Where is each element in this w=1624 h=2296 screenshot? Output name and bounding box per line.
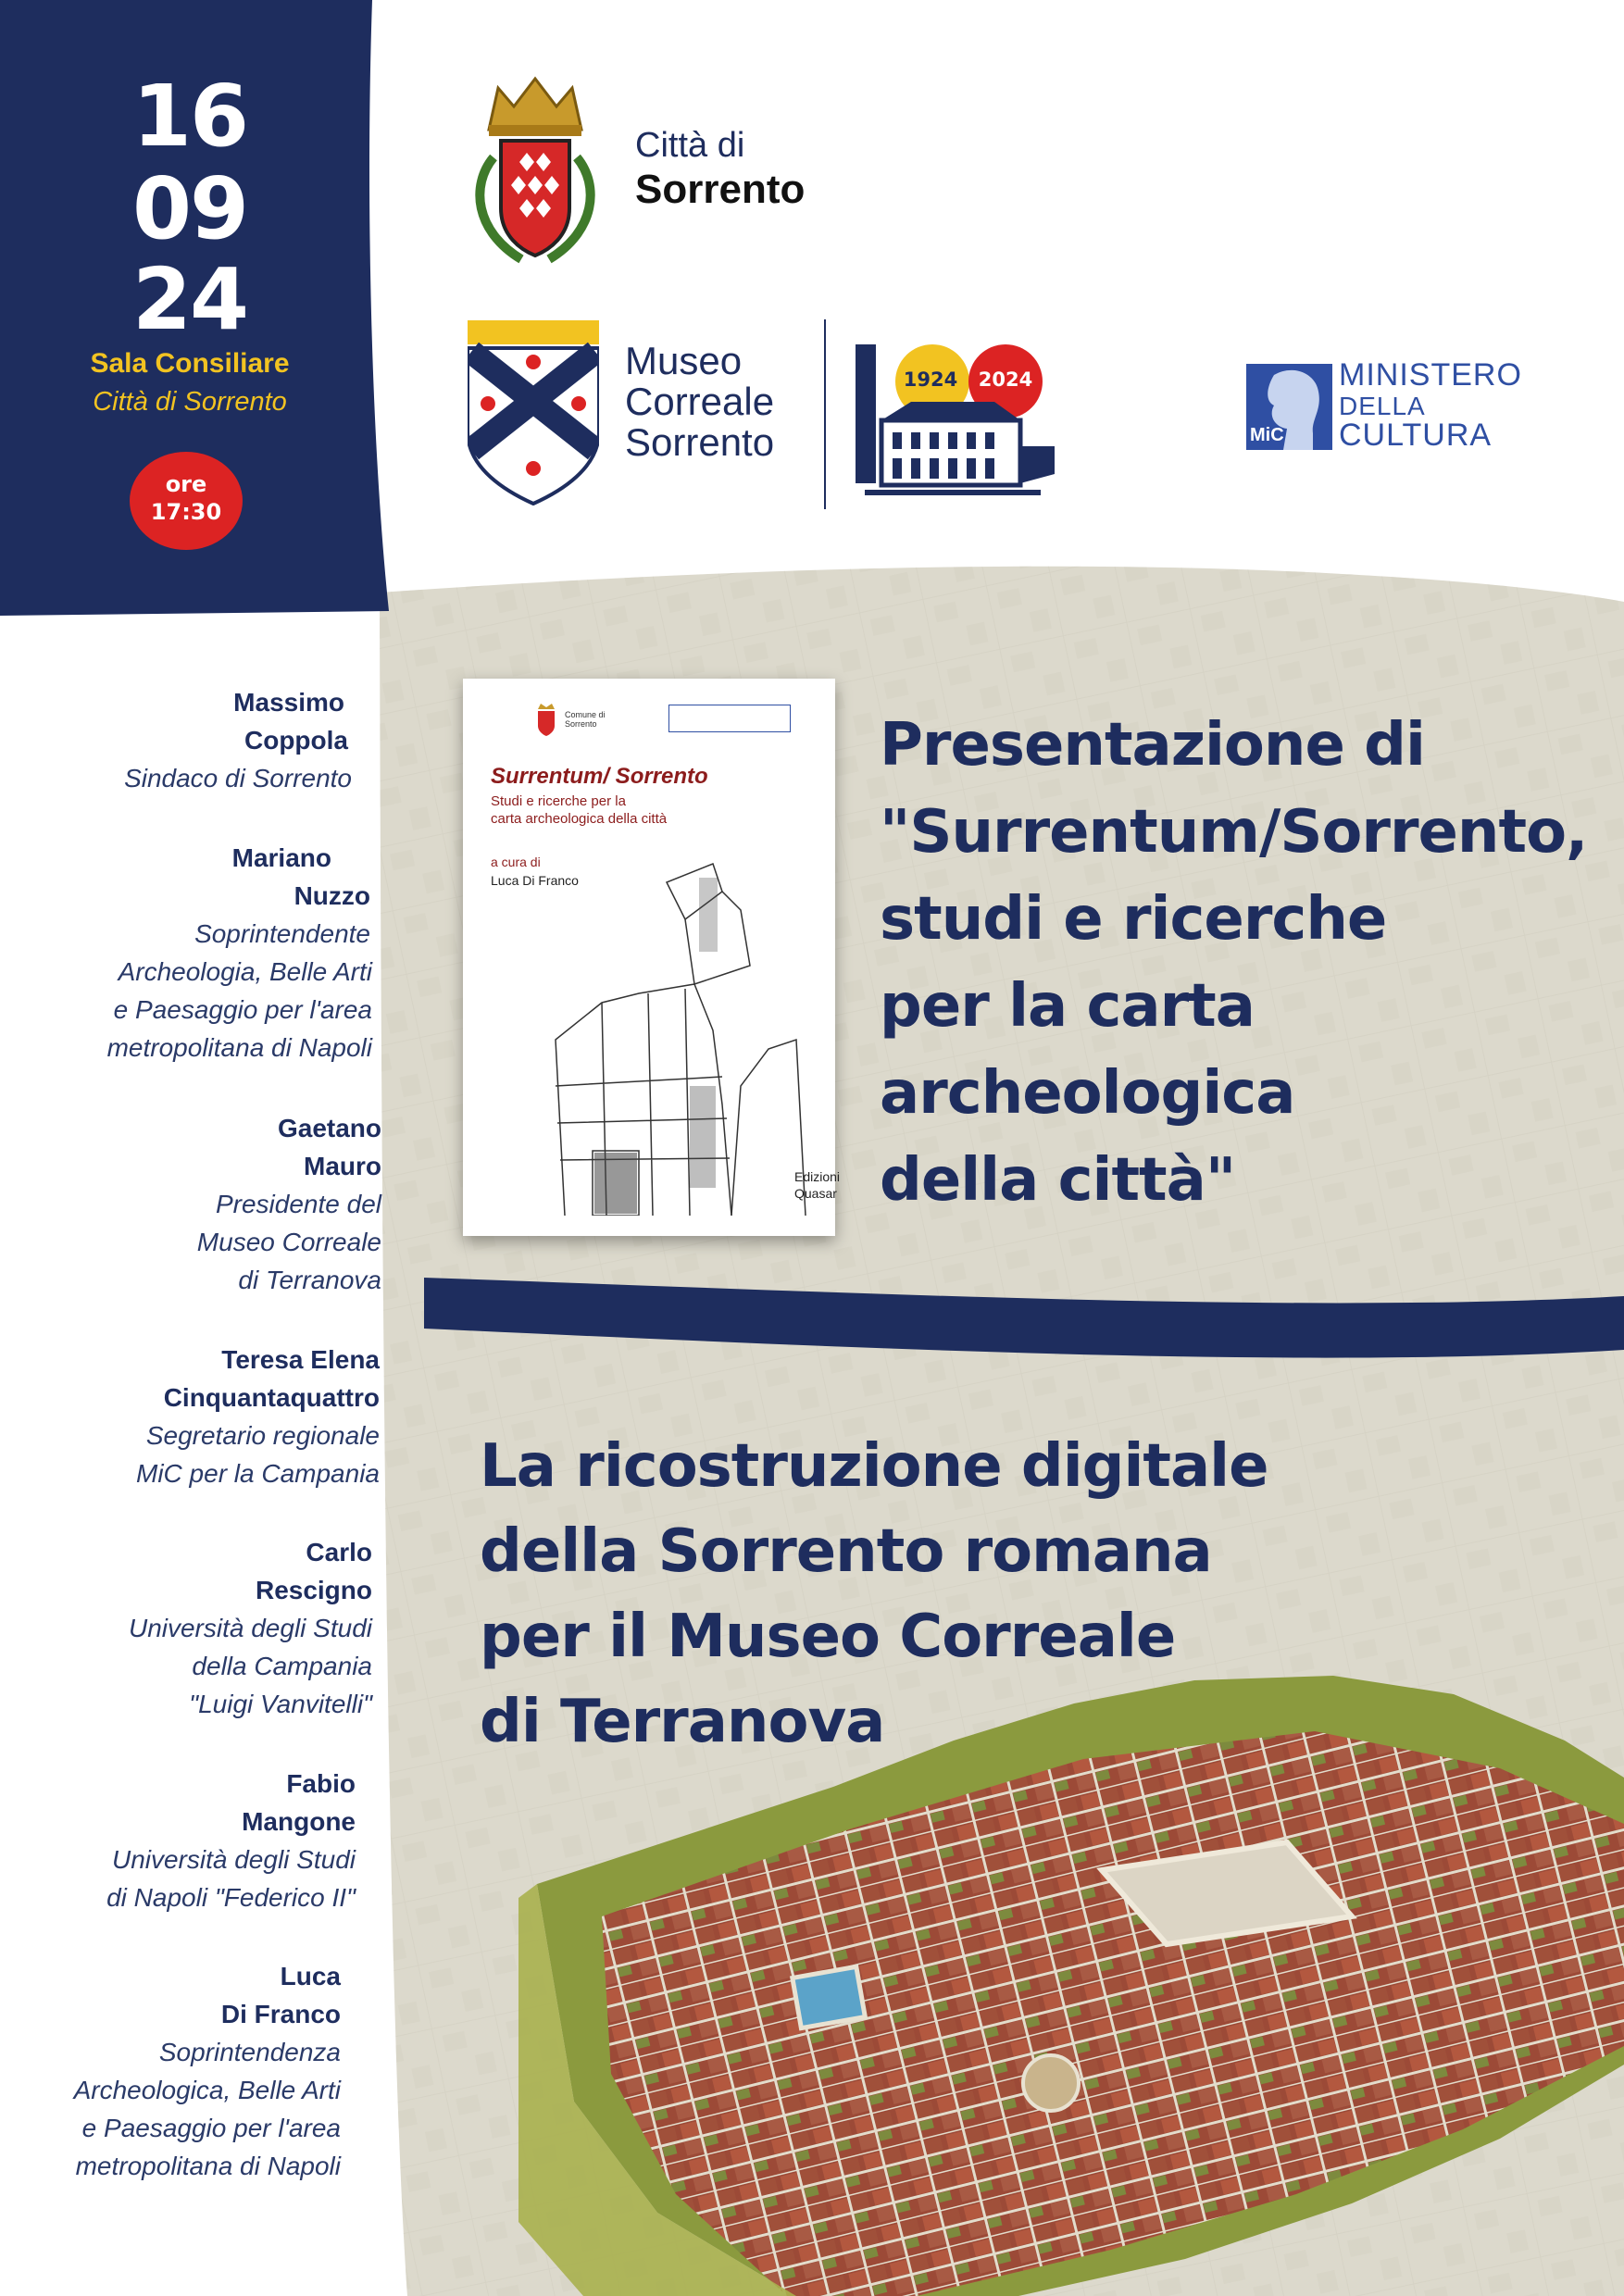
speaker-role: "Luigi Vanvitelli" <box>189 1690 372 1718</box>
speaker-name: Carlo <box>306 1538 372 1566</box>
speaker-name: Nuzzo <box>294 881 370 910</box>
time-label: ore <box>165 471 207 497</box>
event-time-badge <box>130 452 243 550</box>
speaker-name: Mariano <box>231 843 331 872</box>
speaker-name: Di Franco <box>220 2000 341 2028</box>
mic-badge-label: MiC <box>1250 425 1284 445</box>
speaker-role: Università degli Studi <box>111 1845 356 1874</box>
cover-ruins-drawing <box>500 808 815 1216</box>
speaker-role: Soprintendenza <box>158 2038 341 2066</box>
speaker-7 <box>74 1957 341 2185</box>
speaker-name: Cinquantaquattro <box>163 1383 380 1412</box>
cover-editor-label: a cura di <box>491 855 541 869</box>
ministry-line3: CULTURA <box>1339 418 1493 453</box>
talk2-title-line: di Terranova <box>480 1688 885 1756</box>
talk2-title-line: La ricostruzione digitale <box>480 1432 1268 1501</box>
cover-subtitle-line2: carta archeologica della città <box>491 811 668 827</box>
talk1-title-line: "Surrentum/Sorrento, <box>880 798 1588 867</box>
speaker-role: metropolitana di Napoli <box>106 1033 372 1062</box>
speaker-role: Museo Correale <box>196 1228 381 1256</box>
speaker-role: metropolitana di Napoli <box>75 2152 341 2180</box>
speaker-role: MiC per la Campania <box>136 1459 380 1488</box>
speaker-role: di Napoli "Federico II" <box>106 1883 356 1912</box>
sorrento-coat-of-arms-icon <box>456 74 614 268</box>
talk1-title-line: della città" <box>880 1146 1236 1215</box>
speaker-6 <box>106 1765 356 1916</box>
event-month: 09 <box>131 159 248 258</box>
speaker-name: Mangone <box>242 1807 356 1836</box>
speaker-role: Presidente del <box>215 1190 381 1218</box>
speaker-name: Teresa Elena <box>221 1345 380 1374</box>
speaker-5 <box>129 1533 372 1723</box>
museum-name-line1: Museo <box>625 339 743 382</box>
cover-city-crest-icon <box>532 702 560 737</box>
city-name-line2: Sorrento <box>635 167 806 212</box>
event-venue-city: Città di Sorrento <box>93 387 287 417</box>
talk1-title <box>880 702 1587 1224</box>
cover-ministry-badge <box>668 705 791 732</box>
event-venue: Sala Consiliare <box>90 348 290 379</box>
speaker-role: Archeologica, Belle Arti <box>73 2076 341 2104</box>
cover-title: Surrentum/ Sorrento <box>491 764 708 789</box>
speaker-name: Rescigno <box>255 1576 372 1604</box>
speaker-name: Fabio <box>286 1769 356 1798</box>
speaker-role: Soprintendente <box>194 919 370 948</box>
centenary-end-year: 2024 <box>978 368 1033 391</box>
ministry-line2: DELLA <box>1339 392 1426 420</box>
speaker-role: Archeologia, Belle Arti <box>118 957 372 986</box>
cover-city-label: Comune di Sorrento <box>565 710 606 729</box>
talk1-title-line: per la carta <box>880 972 1255 1041</box>
speaker-role: e Paesaggio per l'area <box>81 2114 341 2142</box>
speaker-role: di Terranova <box>238 1266 381 1294</box>
museum-name-line3: Sorrento <box>625 420 775 464</box>
speaker-role: e Paesaggio per l'area <box>113 995 372 1024</box>
speaker-name: Luca <box>280 1962 341 1990</box>
cover-publisher-line2: Quasar <box>794 1186 837 1201</box>
talk1-title-line: archeologica <box>880 1059 1295 1128</box>
event-day: 16 <box>131 67 248 166</box>
speaker-3 <box>197 1109 381 1299</box>
roman-sorrento-reconstruction-image <box>518 1666 1624 2296</box>
speaker-name: Coppola <box>244 726 348 755</box>
cover-subtitle-line1: Studi e ricerche per la <box>491 793 626 809</box>
time-value: 17:30 <box>150 499 222 525</box>
book-cover <box>463 679 841 1236</box>
speaker-name: Gaetano <box>277 1114 381 1142</box>
cover-publisher-line1: Edizioni <box>794 1169 841 1184</box>
talk2-title-line: della Sorrento romana <box>480 1517 1212 1586</box>
ministry-line1: MINISTERO <box>1339 357 1522 393</box>
event-year: 24 <box>131 250 248 349</box>
speaker-name: Mauro <box>304 1152 381 1180</box>
museo-correale-shield-icon <box>468 320 599 505</box>
speaker-role: Sindaco di Sorrento <box>124 764 352 792</box>
museum-name-line2: Correale <box>625 380 775 423</box>
talk1-title-line: studi e ricerche <box>880 885 1387 954</box>
speaker-4 <box>136 1341 380 1492</box>
speaker-1 <box>124 683 352 797</box>
logo-divider <box>824 319 826 509</box>
speaker-role: Segretario regionale <box>145 1421 380 1450</box>
speaker-2 <box>107 839 372 1067</box>
talk2-title-line: per il Museo Correale <box>480 1603 1176 1671</box>
city-name-line1: Città di <box>635 126 745 165</box>
mic-badge <box>1246 364 1332 450</box>
cover-editor: Luca Di Franco <box>491 873 579 888</box>
talk1-title-line: Presentazione di <box>880 711 1425 780</box>
speaker-role: della Campania <box>192 1652 372 1680</box>
centenary-start-year: 1924 <box>903 368 958 391</box>
speaker-name: Massimo <box>233 688 344 717</box>
speaker-role: Università degli Studi <box>128 1614 372 1642</box>
